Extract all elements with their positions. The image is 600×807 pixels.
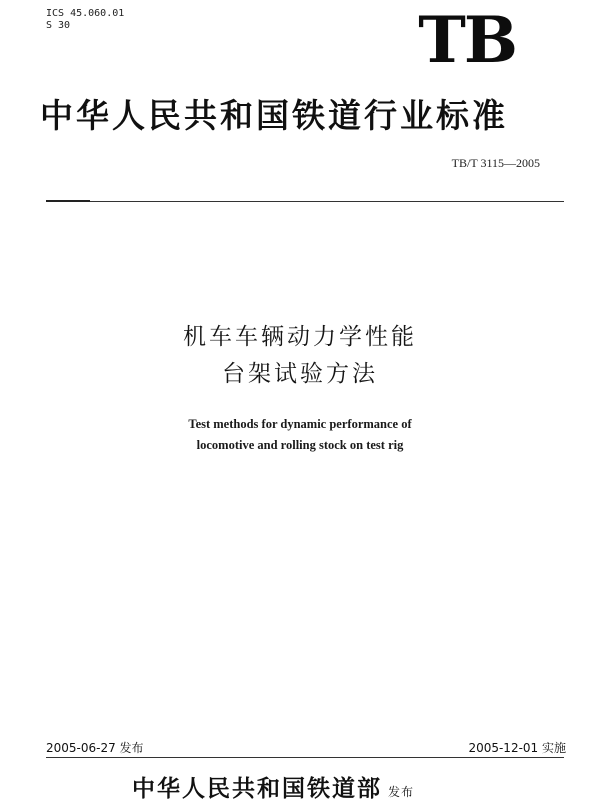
standard-category-title: 中华人民共和国铁道行业标准 [40,96,508,135]
ics-code: ICS 45.060.01 [46,8,125,19]
header-divider-accent [46,200,90,202]
standard-number: TB/T 3115—2005 [451,156,540,170]
document-title-cn-line1: 机车车辆动力学性能 [183,324,417,350]
classification-codes [46,8,124,32]
document-title-cn-line2: 台架试验方法 [222,361,378,387]
issuing-authority [132,774,414,807]
tb-logo: TB [418,3,516,78]
class-code: S 30 [46,20,71,31]
issuer-suffix: 发布 [388,785,415,799]
issue-date: 2005-06-27 发布 [46,741,144,755]
issuer-name: 中华人民共和国铁道部 [132,776,382,802]
implementation-date: 2005-12-01 实施 [468,741,566,755]
header-divider [46,201,564,202]
footer-divider [46,757,564,758]
document-title-en-line1: Test methods for dynamic performance of [188,417,412,431]
document-title-en-line2: locomotive and rolling stock on test rig [196,438,404,452]
